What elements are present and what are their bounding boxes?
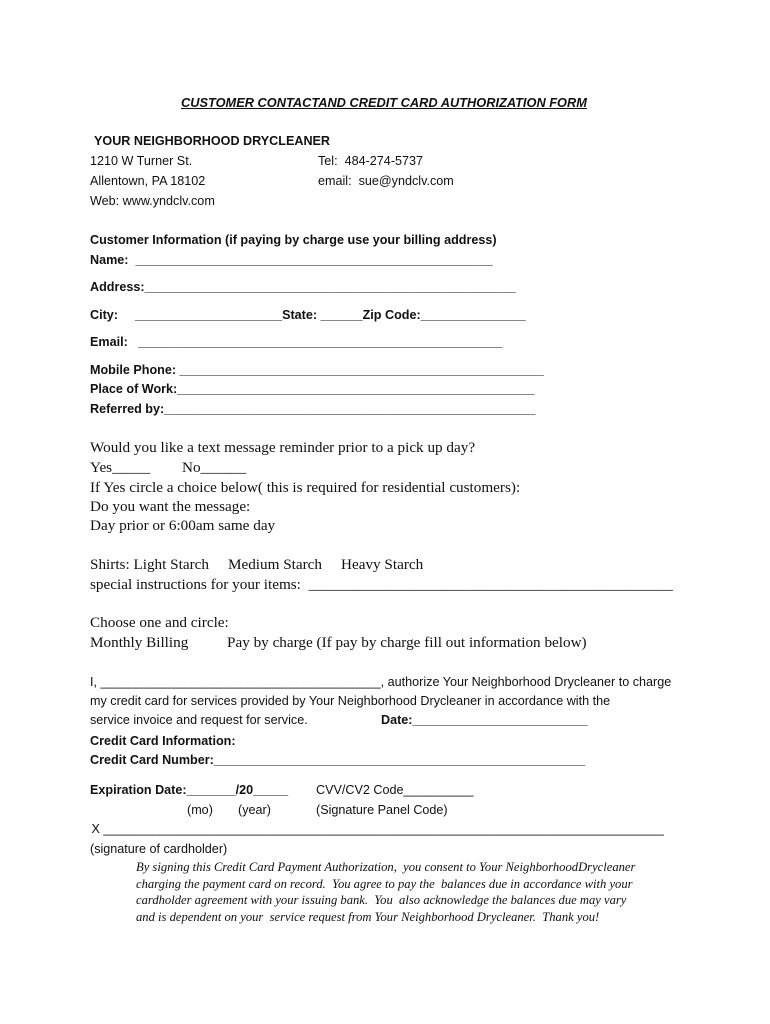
- business-email: email: sue@yndclv.com: [318, 174, 454, 188]
- form-title: CUSTOMER CONTACTAND CREDIT CARD AUTHORIZATION FORM: [181, 95, 587, 110]
- signature-panel-code-label: (Signature Panel Code): [316, 803, 448, 817]
- expiration-month-label: (mo): [187, 803, 213, 817]
- reminder-question: Would you like a text message reminder prior to a pick up day?: [90, 439, 476, 456]
- city-label: City:: [90, 308, 118, 322]
- date-field[interactable]: Date:_________________________: [381, 713, 588, 727]
- reminder-prompt: Do you want the message:: [90, 498, 251, 515]
- signature-label: (signature of cardholder): [90, 842, 228, 856]
- consent-line-1: By signing this Credit Card Payment Authorization, you consent to Your NeighborhoodDrycleaner: [136, 860, 636, 874]
- monthly-billing-option[interactable]: Monthly Billing: [90, 634, 189, 651]
- consent-line-3: cardholder agreement with your issuing bank. You also acknowledge the balances due may vary: [136, 893, 627, 907]
- authorization-line-2: my credit card for services provided by Your Neighborhood Drycleaner in accordance with the: [90, 694, 611, 708]
- billing-prompt: Choose one and circle:: [90, 614, 229, 631]
- special-instructions-field[interactable]: special instructions for your items: ________________________________________________: [90, 576, 673, 593]
- mobile-phone-field[interactable]: Mobile Phone: ____________________________________________________: [90, 363, 544, 377]
- business-city: Allentown, PA 18102: [90, 174, 206, 188]
- expiration-date-field[interactable]: Expiration Date:_______/20_____: [90, 783, 289, 797]
- business-phone: Tel: 484-274-5737: [318, 154, 424, 168]
- consent-line-2: charging the payment card on record. You agree to pay the balances due in accordance with your: [136, 877, 633, 891]
- business-name: YOUR NEIGHBORHOOD DRYCLEANER: [94, 134, 331, 148]
- place-of-work-field[interactable]: Place of Work:___________________________________________________: [90, 382, 535, 396]
- reminder-yes[interactable]: Yes_____: [90, 459, 151, 476]
- reminder-no[interactable]: No______: [182, 459, 247, 476]
- credit-card-info-heading: Credit Card Information:: [90, 734, 236, 748]
- pay-by-charge-option[interactable]: Pay by charge (If pay by charge fill out information below): [227, 634, 587, 651]
- reminder-instruction: If Yes circle a choice below( this is required for residential customers):: [90, 479, 521, 496]
- signature-line[interactable]: X ________________________________________________________________________________: [88, 822, 664, 836]
- customer-info-heading: Customer Information (if paying by charge use your billing address): [90, 233, 497, 247]
- city-state-zip-field[interactable]: _____________________State: ______Zip Code:_______________: [135, 308, 526, 322]
- business-web: Web: www.yndclv.com: [90, 194, 215, 208]
- referred-by-field[interactable]: Referred by:_____________________________________________________: [90, 402, 536, 416]
- reminder-choices[interactable]: Day prior or 6:00am same day: [90, 517, 276, 534]
- authorization-line-1[interactable]: I, ________________________________________, authorize Your Neighborhood Drycleaner to charge: [90, 675, 672, 689]
- authorization-line-3: service invoice and request for service.: [90, 713, 308, 727]
- address-field[interactable]: Address:_____________________________________________________: [90, 280, 516, 294]
- email-field[interactable]: Email: ____________________________________________________: [90, 335, 503, 349]
- consent-line-4: and is dependent on your service request from Your Neighborhood Drycleaner. Thank you!: [136, 910, 600, 924]
- credit-card-number-field[interactable]: Credit Card Number:_____________________________________________________: [90, 753, 586, 767]
- starch-options[interactable]: Shirts: Light Starch Medium Starch Heavy Starch: [90, 556, 424, 573]
- business-street: 1210 W Turner St.: [90, 154, 193, 168]
- name-field[interactable]: Name: ___________________________________________________: [90, 253, 493, 267]
- expiration-year-label: (year): [238, 803, 271, 817]
- cvv-field[interactable]: CVV/CV2 Code__________: [316, 783, 474, 797]
